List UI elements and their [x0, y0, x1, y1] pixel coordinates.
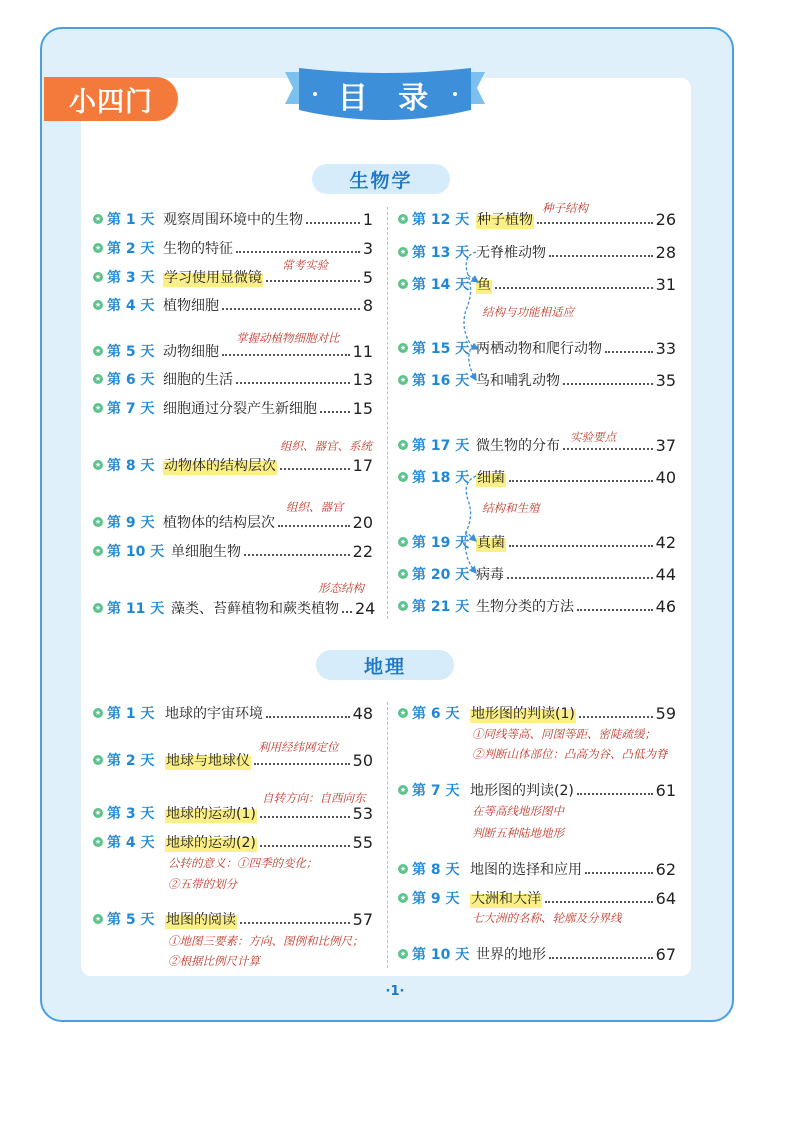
star-icon: ★	[399, 569, 407, 578]
annotation: 判断五种陆地地形	[472, 826, 564, 840]
annotation: 公转的意义：①四季的变化；	[168, 856, 318, 870]
annotation: ①同线等高、同图等距、密陡疏缓；	[472, 727, 656, 741]
annotation: 结构和生殖	[482, 501, 540, 515]
star-icon: ★	[94, 460, 102, 469]
annotation: 形态结构	[318, 581, 364, 595]
toc-entry[interactable]: ★ 第 4 天 地球的运动(2) 55	[94, 832, 373, 852]
annotation: 自转方向：自西向东	[262, 791, 366, 805]
toc-entry[interactable]: ★ 第 15 天 两栖动物和爬行动物 33	[399, 338, 676, 358]
toc-entry[interactable]: ★ 第 14 天 鱼 31	[399, 274, 676, 294]
star-icon: ★	[399, 893, 407, 902]
star-icon: ★	[399, 949, 407, 958]
toc-entry[interactable]: ★ 第 1 天 地球的宇宙环境 48	[94, 703, 373, 723]
toc-entry[interactable]: ★ 第 18 天 细菌 40	[399, 467, 676, 487]
star-icon: ★	[94, 374, 102, 383]
toc-entry[interactable]: ★ 第 20 天 病毒 44	[399, 564, 676, 584]
annotation: ②根据比例尺计算	[168, 954, 260, 968]
star-icon: ★	[399, 343, 407, 352]
star-icon: ★	[94, 214, 102, 223]
star-icon: ★	[94, 914, 102, 923]
star-icon: ★	[94, 808, 102, 817]
star-icon: ★	[94, 546, 102, 555]
annotation: 七大洲的名称、轮廓及分界线	[472, 911, 622, 925]
star-icon: ★	[399, 537, 407, 546]
star-icon: ★	[399, 247, 407, 256]
biology-heading: 生物学	[312, 164, 450, 194]
toc-entry[interactable]: ★ 第 5 天 地图的阅读 57	[94, 909, 373, 929]
toc-entry[interactable]: ★ 第 11 天 藻类、苔藓植物和蕨类植物 24	[94, 598, 376, 618]
toc-entry[interactable]: ★ 第 6 天 细胞的生活 13	[94, 369, 373, 389]
star-icon: ★	[94, 272, 102, 281]
annotation: 常考实验	[282, 258, 328, 272]
geography-divider	[387, 702, 388, 968]
toc-entry[interactable]: ★ 第 3 天 地球的运动(1) 53	[94, 803, 373, 823]
toc-entry[interactable]: ★ 第 2 天 地球与地球仪 50	[94, 750, 373, 770]
star-icon: ★	[94, 346, 102, 355]
star-icon: ★	[399, 375, 407, 384]
star-icon: ★	[399, 785, 407, 794]
annotation: ②判断山体部位：凸高为谷、凸低为脊	[472, 747, 668, 761]
star-icon: ★	[94, 243, 102, 252]
toc-entry[interactable]: ★ 第 1 天 观察周围环境中的生物 1	[94, 209, 373, 229]
star-icon: ★	[399, 708, 407, 717]
annotation: 实验要点	[570, 430, 616, 444]
toc-entry[interactable]: ★ 第 2 天 生物的特征 3	[94, 238, 373, 258]
toc-entry[interactable]: ★ 第 9 天 植物体的结构层次 20	[94, 512, 373, 532]
annotation: 组织、器官、系统	[280, 439, 372, 453]
toc-entry[interactable]: ★ 第 8 天 动物体的结构层次 17	[94, 455, 373, 475]
biology-divider	[387, 207, 388, 619]
star-icon: ★	[94, 708, 102, 717]
star-icon: ★	[94, 603, 102, 612]
toc-entry[interactable]: ★ 第 17 天 微生物的分布 37	[399, 435, 676, 455]
star-icon: ★	[399, 279, 407, 288]
toc-entry[interactable]: ★ 第 10 天 单细胞生物 22	[94, 541, 373, 561]
star-icon: ★	[94, 755, 102, 764]
toc-entry[interactable]: ★ 第 19 天 真菌 42	[399, 532, 676, 552]
toc-entry[interactable]: ★ 第 7 天 细胞通过分裂产生新细胞 15	[94, 398, 373, 418]
toc-entry[interactable]: ★ 第 3 天 学习使用显微镜 5	[94, 267, 373, 287]
toc-entry[interactable]: ★ 第 10 天 世界的地形 67	[399, 944, 676, 964]
annotation: 在等高线地形图中	[472, 804, 564, 818]
star-icon: ★	[399, 472, 407, 481]
page-number: ·1·	[385, 984, 405, 999]
toc-entry[interactable]: ★ 第 21 天 生物分类的方法 46	[399, 596, 676, 616]
toc-entry[interactable]: ★ 第 7 天 地形图的判读(2) 61	[399, 780, 676, 800]
toc-entry[interactable]: ★ 第 13 天 无脊椎动物 28	[399, 242, 676, 262]
annotation: 组织、器官	[286, 500, 344, 514]
toc-entry[interactable]: ★ 第 12 天 种子植物 26	[399, 209, 676, 229]
star-icon: ★	[399, 214, 407, 223]
star-icon: ★	[94, 403, 102, 412]
star-icon: ★	[94, 837, 102, 846]
subject-tag: 小四门	[44, 77, 178, 121]
star-icon: ★	[399, 864, 407, 873]
toc-entry[interactable]: ★ 第 9 天 大洲和大洋 64	[399, 888, 676, 908]
annotation: 利用经纬网定位	[258, 740, 339, 754]
annotation: 种子结构	[542, 201, 588, 215]
page-title: 目 录	[337, 81, 439, 116]
star-icon: ★	[94, 300, 102, 309]
annotation: ②五带的划分	[168, 877, 237, 891]
annotation: 掌握动植物细胞对比	[236, 331, 340, 345]
annotation: 结构与功能相适应	[482, 305, 574, 319]
toc-entry[interactable]: ★ 第 16 天 鸟和哺乳动物 35	[399, 370, 676, 390]
toc-entry[interactable]: ★ 第 8 天 地图的选择和应用 62	[399, 859, 676, 879]
annotation: ①地图三要素：方向、图例和比例尺；	[168, 934, 364, 948]
toc-entry[interactable]: ★ 第 4 天 植物细胞 8	[94, 295, 373, 315]
geography-heading: 地理	[316, 650, 454, 680]
toc-entry[interactable]: ★ 第 5 天 动物细胞 11	[94, 341, 373, 361]
star-icon: ★	[94, 517, 102, 526]
toc-entry[interactable]: ★ 第 6 天 地形图的判读(1) 59	[399, 703, 676, 723]
star-icon: ★	[399, 440, 407, 449]
star-icon: ★	[399, 601, 407, 610]
